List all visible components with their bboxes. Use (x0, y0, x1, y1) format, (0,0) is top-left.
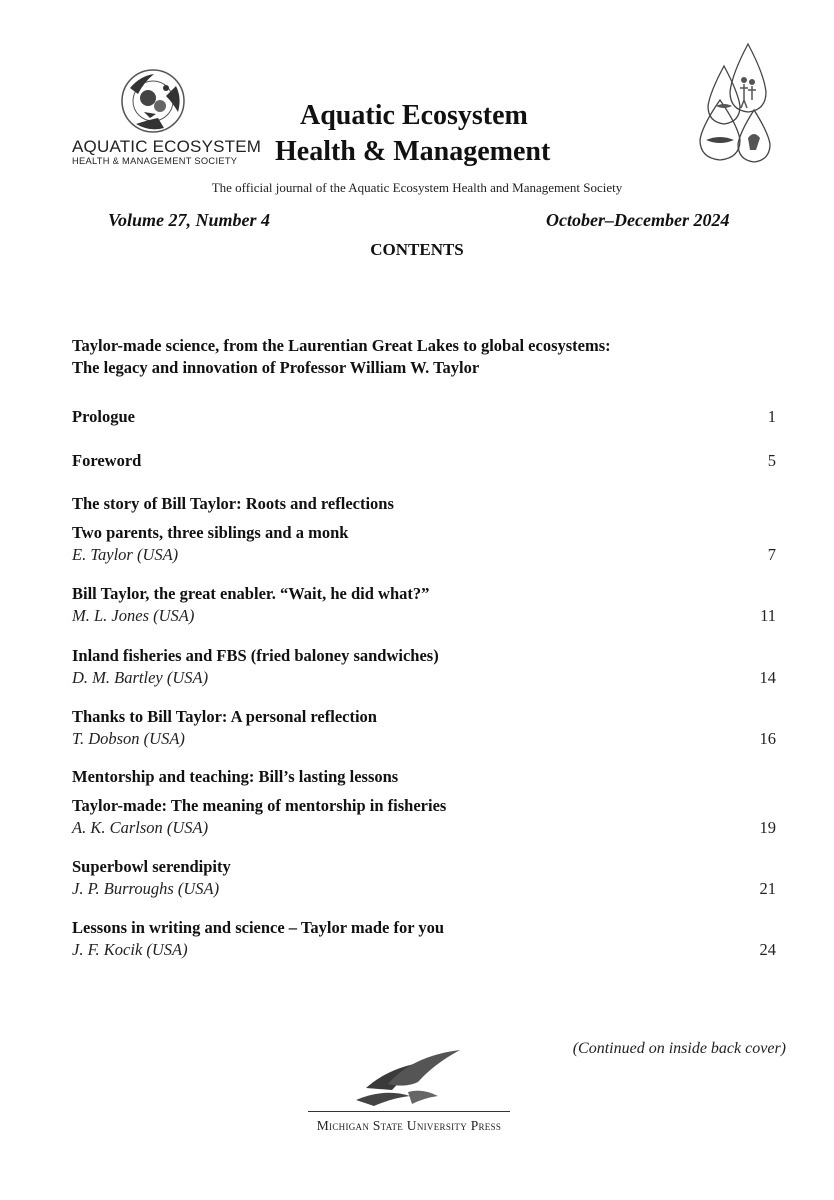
volume-number: Volume 27, Number 4 (108, 210, 271, 230)
article-title[interactable]: Two parents, three siblings and a monk (72, 523, 349, 542)
journal-title-line1: Aquatic Ecosystem (300, 100, 528, 131)
article-author: T. Dobson (USA) (72, 729, 185, 748)
article-title[interactable]: Lessons in writing and science – Taylor made for you (72, 918, 445, 937)
section-heading-roots: The story of Bill Taylor: Roots and reflections (72, 494, 394, 513)
foreword-title[interactable]: Foreword (72, 451, 142, 470)
article-author: J. F. Kocik (USA) (72, 940, 188, 959)
article-title[interactable]: Thanks to Bill Taylor: A personal reflection (72, 707, 377, 726)
article-title[interactable]: Taylor-made: The meaning of mentorship in fisheries (72, 796, 447, 815)
continued-note: (Continued on inside back cover) (572, 1040, 786, 1057)
issue-title-line1: Taylor-made science, from the Laurentian Great Lakes to global ecosystems: (72, 336, 611, 355)
society-logo-icon (120, 68, 186, 134)
section-heading-mentorship: Mentorship and teaching: Bill’s lasting lessons (72, 767, 399, 786)
official-journal-line: The official journal of the Aquatic Ecosystem Health and Management Society (211, 180, 623, 195)
article-author: E. Taylor (USA) (72, 545, 179, 564)
prologue-title[interactable]: Prologue (72, 407, 135, 426)
article-page: 14 (759, 668, 776, 687)
foreword-page: 5 (767, 451, 776, 470)
prologue-page: 1 (767, 407, 776, 426)
society-name-line1: AQUATIC ECOSYSTEM (72, 137, 262, 156)
article-author: M. L. Jones (USA) (72, 606, 195, 625)
article-page: 11 (760, 606, 776, 625)
society-name-line2: HEALTH & MANAGEMENT SOCIETY (72, 156, 238, 166)
article-title[interactable]: Inland fisheries and FBS (fried baloney sandwiches) (72, 646, 439, 665)
article-page: 24 (759, 940, 776, 959)
press-name: Michigan State University Press (316, 1118, 502, 1133)
journal-title-line2: Health & Management (275, 136, 551, 167)
article-title[interactable]: Superbowl serendipity (72, 857, 231, 876)
article-author: A. K. Carlson (USA) (72, 818, 209, 837)
article-title[interactable]: Bill Taylor, the great enabler. “Wait, he did what?” (72, 584, 430, 603)
water-drops-logo-icon (690, 40, 780, 166)
article-page: 21 (759, 879, 776, 898)
article-author: D. M. Bartley (USA) (72, 668, 209, 687)
article-author: J. P. Burroughs (USA) (72, 879, 220, 898)
article-page: 16 (759, 729, 776, 748)
contents-heading: CONTENTS (370, 240, 464, 259)
issue-date: October–December 2024 (546, 210, 730, 230)
issue-title-line2: The legacy and innovation of Professor William W. Taylor (72, 358, 480, 377)
press-divider (308, 1111, 510, 1112)
article-page: 7 (767, 545, 776, 564)
article-page: 19 (759, 818, 776, 837)
msu-press-logo-icon (348, 1048, 468, 1108)
